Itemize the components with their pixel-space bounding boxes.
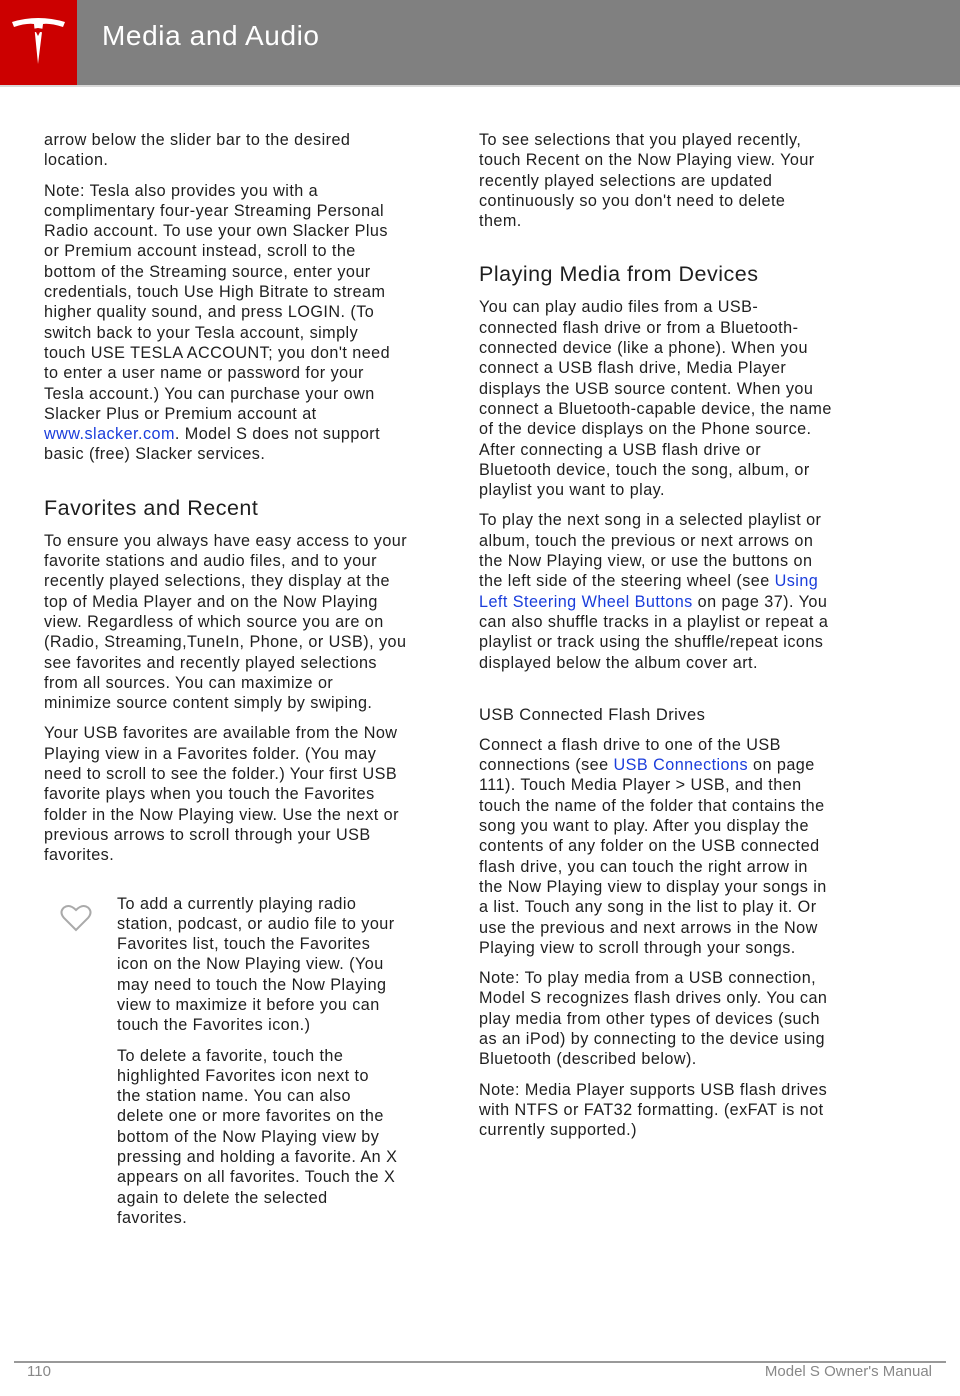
heart-icon bbox=[60, 904, 92, 932]
text-segment: Note: To play media from a USB connection, Model S recognizes flash drives only. You can play media from other types of devices (such as an iPod) by connecting to the device using Bluetooth (described below). bbox=[479, 969, 828, 1069]
section-heading bbox=[479, 261, 879, 287]
paragraph bbox=[44, 531, 444, 714]
paragraph bbox=[479, 1080, 879, 1141]
paragraph bbox=[479, 510, 879, 672]
text-segment: Playing Media from Devices bbox=[479, 262, 759, 287]
text-segment: USB Connected Flash Drives bbox=[479, 705, 706, 724]
text-segment: . Model S does not support basic (free) Slacker services. bbox=[44, 425, 381, 464]
cross-reference-link[interactable]: Using Left Steering Wheel Buttons bbox=[479, 572, 819, 611]
text-segment: To ensure you always have easy access to your favorite stations and audio files, and to your recently played selections, they display at the top of Media Player and on the Now Playing view. Regardless of which source you are on (Radio, Streaming,TuneIn, Phone, or USB), you see favorites and recently played selections from all sources. You can maximize or minimize source content simply by swiping. bbox=[44, 531, 408, 713]
page-title: Media and Audio bbox=[102, 20, 320, 51]
section-heading bbox=[44, 495, 444, 521]
text-segment: on page 111). Touch Media Player > USB, and then touch the name of the folder that contains the song you want to play. After you display the contents of any folder on the USB connected flash drive, you can touch the right arrow in the Now Playing view to display your songs in a list. Touch any song in the list to play it. Or use the previous and next arrows in the Now Playing view to scroll through your songs. bbox=[479, 756, 827, 957]
text-segment: on page 37). You can also shuffle tracks in a playlist or repeat a playlist or track using the shuffle/repeat icons displayed below the album cover art. bbox=[479, 592, 829, 672]
page-number: 110 bbox=[27, 1363, 51, 1380]
text-segment: To see selections that you played recently, touch Recent on the Now Playing view. Your recently played selections are updated continuously so you don't need to delete them. bbox=[479, 131, 815, 231]
cross-reference-link[interactable]: USB Connections bbox=[613, 756, 749, 775]
text-segment: Your USB favorites are available from the Now Playing view in a Favorites folder. (You may need to scroll to see the folder.) Your first USB favorite plays when you touch the Favorites folder in the Now Playing view. Use the next or previous arrows to scroll through your USB favorites. bbox=[44, 724, 399, 865]
text-segment: To play the next song in a selected playlist or album, touch the previous or next arrows on the Now Playing view, or use the buttons on the left side of the steering wheel (see bbox=[479, 511, 822, 591]
paragraph bbox=[479, 735, 879, 958]
favorites-note bbox=[44, 894, 444, 1229]
text-segment: Favorites and Recent bbox=[44, 495, 259, 520]
paragraph bbox=[479, 297, 879, 500]
text-segment: arrow below the slider bar to the desired location. bbox=[44, 131, 351, 170]
paragraph bbox=[44, 130, 444, 171]
text-segment: Note: Media Player supports USB flash drives with NTFS or FAT32 formatting. (exFAT is not currently supported.) bbox=[479, 1080, 828, 1140]
paragraph bbox=[479, 968, 879, 1069]
text-segment: To add a currently playing radio station, podcast, or audio file to your Favorites list, touch the Favorites icon on the Now Playing view. (You may need to touch the Now Playing view to maximize it before you can touch the Favorites icon.) bbox=[117, 894, 395, 1035]
manual-title: Model S Owner's Manual bbox=[764, 1363, 932, 1380]
right-column bbox=[479, 130, 879, 1150]
text-segment: Connect a flash drive to one of the USB connections (see bbox=[479, 735, 781, 775]
left-column bbox=[44, 130, 444, 1238]
tesla-logo-icon bbox=[0, 0, 77, 85]
text-segment: To delete a favorite, touch the highlighted Favorites icon next to the station name. You can also delete one or more favorites on the bottom of the Now Playing view by pressing and holding a favorite. An X appears on all favorites. Touch the X again to delete the selected favorites. bbox=[117, 1046, 398, 1227]
page-header bbox=[0, 0, 960, 87]
cross-reference-link[interactable]: www.slacker.com bbox=[44, 425, 175, 444]
subsection-heading bbox=[479, 705, 879, 725]
note-paragraph bbox=[117, 1046, 444, 1229]
text-segment: You can play audio files from a USB- connected flash drive or from a Bluetooth- connected device (like a phone). When you connect a USB flash drive, Media Player displays the USB source content. When you connect a Bluetooth-capable device, the name of the device displays on the Phone source. After connecting a USB flash drive or Bluetooth device, touch the song, album, or playlist you want to play. bbox=[479, 298, 832, 500]
paragraph bbox=[44, 181, 444, 465]
note-paragraph bbox=[117, 894, 444, 1036]
text-segment: Note: Tesla also provides you with a complimentary four-year Streaming Personal Radio account. To use your own Slacker Plus or Premium account instead, scroll to the bottom of the Streaming source, enter your credentials, touch Use High Bitrate to stream higher quality sound, and press LOGIN. (To switch back to your Tesla account, simply touch USE TESLA ACCOUNT; you don't need to enter a user name or password for your Tesla account.) You can purchase your own Slacker Plus or Premium account at bbox=[44, 181, 391, 423]
paragraph bbox=[479, 130, 879, 231]
paragraph bbox=[44, 723, 444, 865]
